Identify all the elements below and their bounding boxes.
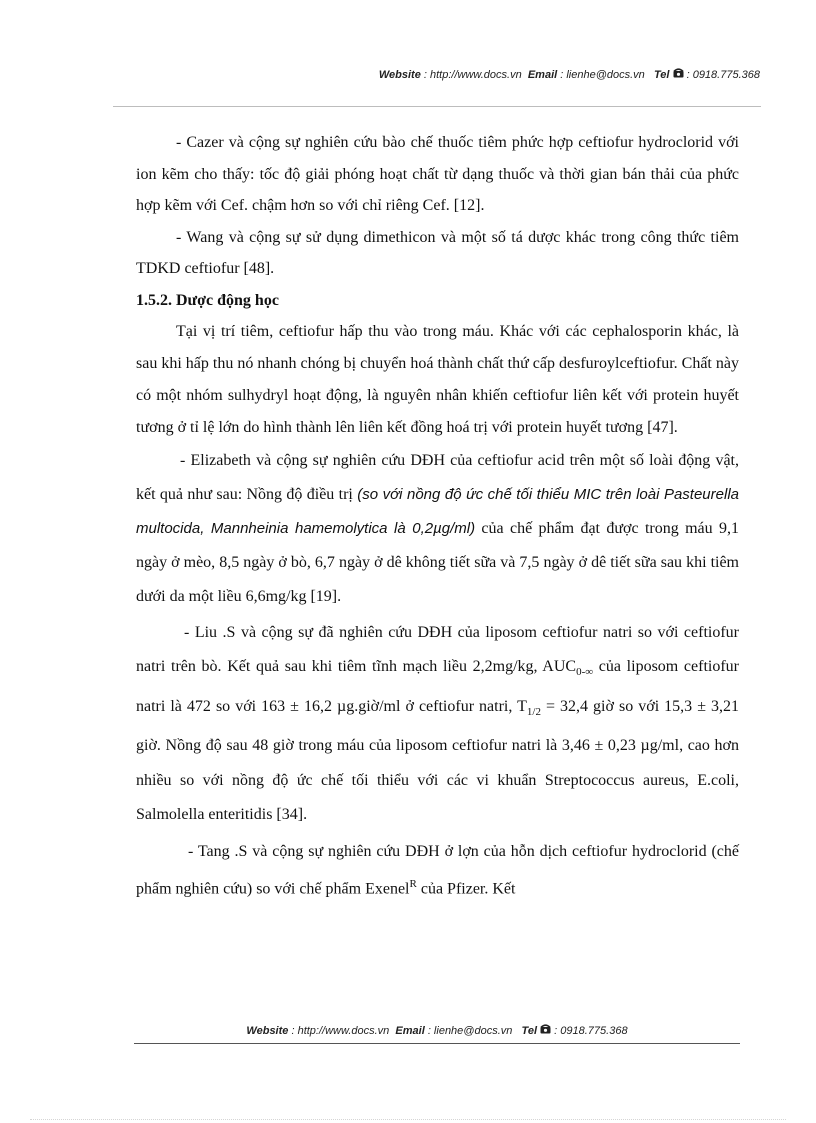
p4-text-a: - Elizabeth và cộng sự nghiên cứu DĐH của ceftiofur acid trên một số loài động vật, kết quả như sau: Nồng độ điều trị bbox=[136, 451, 739, 503]
p6-text-a: - Tang .S và cộng sự nghiên cứu DĐH ở lợn của hỗn dịch ceftiofur hydroclorid (chế phẩm nghiên cứu) so với chế phẩm Exenel bbox=[136, 842, 739, 898]
phone-icon bbox=[540, 1025, 551, 1037]
footer-tel-label: Tel bbox=[521, 1025, 538, 1037]
registered-superscript: R bbox=[409, 877, 417, 890]
p6-text-b: của Pfizer. Kết bbox=[416, 880, 516, 898]
paragraph-wang: - Wang và cộng sự sử dụng dimethicon và một số tá dược khác trong công thức tiêm TDKD ceftiofur [48]. bbox=[136, 228, 739, 277]
section-heading-152: 1.5.2. Dược động học bbox=[136, 291, 279, 309]
page-bottom-dotted-line bbox=[30, 1119, 786, 1120]
t-half-subscript: 1/2 bbox=[526, 705, 541, 718]
paragraph-elizabeth bbox=[136, 444, 739, 614]
footer-website-label: Website bbox=[246, 1025, 289, 1037]
footer-website-url[interactable]: : http://www.docs.vn bbox=[288, 1025, 390, 1037]
phone-icon bbox=[673, 69, 684, 81]
footer-email-value[interactable]: : lienhe@docs.vn bbox=[424, 1025, 513, 1037]
footer-tel-value: : 0918.775.368 bbox=[551, 1025, 628, 1037]
footer-divider bbox=[134, 1043, 740, 1044]
header-email-label: Email bbox=[527, 69, 558, 81]
p5-text-a: - Liu .S và cộng sự đã nghiên cứu DĐH của liposom ceftiofur natri so với ceftiofur natri trên bò. Kết quả sau khi tiêm tĩnh mạch liều 2,2mg/kg, AUC bbox=[136, 623, 739, 675]
p4-text-b: của chế phẩm đạt được trong máu 9,1 ngày ở mèo, 8,5 ngày ở bò, 6,7 ngày ở dê không tiết sữa và 7,5 ngày ở dê tiết sữa sau khi tiêm dưới da một liều 6,6mg/kg [19]. bbox=[136, 519, 739, 605]
page-footer bbox=[134, 1024, 740, 1037]
p5-text-b: của liposom ceftiofur natri là 472 so với 163 ± 16,2 µg.giờ/ml ở ceftiofur natri, T bbox=[136, 658, 739, 715]
header-email-value[interactable]: : lienhe@docs.vn bbox=[557, 69, 645, 81]
paragraph-cazer: - Cazer và cộng sự nghiên cứu bào chế thuốc tiêm phức hợp ceftiofur hydroclorid với ion kẽm cho thấy: tốc độ giải phóng hoạt chất từ dạng thuốc và thời gian bán thải của phức hợp kẽm với Cef. chậm hơn so với chỉ riêng Cef. [12]. bbox=[136, 134, 739, 214]
paragraph-tang bbox=[136, 835, 739, 905]
paragraph-liu bbox=[136, 616, 739, 833]
header-divider bbox=[113, 106, 761, 107]
p5-text-c: = 32,4 giờ so với 15,3 ± 3,21 giờ. Nồng độ sau 48 giờ trong máu của liposom ceftiofur natri là 3,46 ± 0,23 µg/ml, cao hơn nhiều so với nồng độ ức chế tối thiểu với các vi khuẩn Streptococcus aureus, E.coli, Salmolella enteritidis [34]. bbox=[136, 697, 739, 824]
header-website-label: Website bbox=[378, 69, 421, 81]
document-body bbox=[136, 127, 739, 905]
page-header bbox=[0, 68, 760, 81]
header-tel-value: : 0918.775.368 bbox=[683, 69, 760, 81]
auc-subscript: 0-∞ bbox=[576, 666, 594, 679]
paragraph-injection-site: Tại vị trí tiêm, ceftiofur hấp thu vào trong máu. Khác với các cephalosporin khác, là sau khi hấp thu nó nhanh chóng bị chuyển hoá thành chất thứ cấp desfuroylceftiofur. Chất này có một nhóm sulhydryl hoạt động, là nguyên nhân khiến ceftiofur liên kết với protein huyết tương ở tỉ lệ lớn do hình thành lên liên kết đồng hoá trị với protein huyết tương [47]. bbox=[136, 322, 739, 436]
footer-email-label: Email bbox=[395, 1025, 425, 1037]
header-website-url[interactable]: : http://www.docs.vn bbox=[420, 69, 522, 81]
header-tel-label: Tel bbox=[653, 69, 670, 81]
p4-italic-note: (so với nồng độ ức chế tối thiểu MIC trên loài Pasteurella multocida, Mannheinia hamemolytica là 0,2µg/ml) bbox=[136, 485, 739, 537]
